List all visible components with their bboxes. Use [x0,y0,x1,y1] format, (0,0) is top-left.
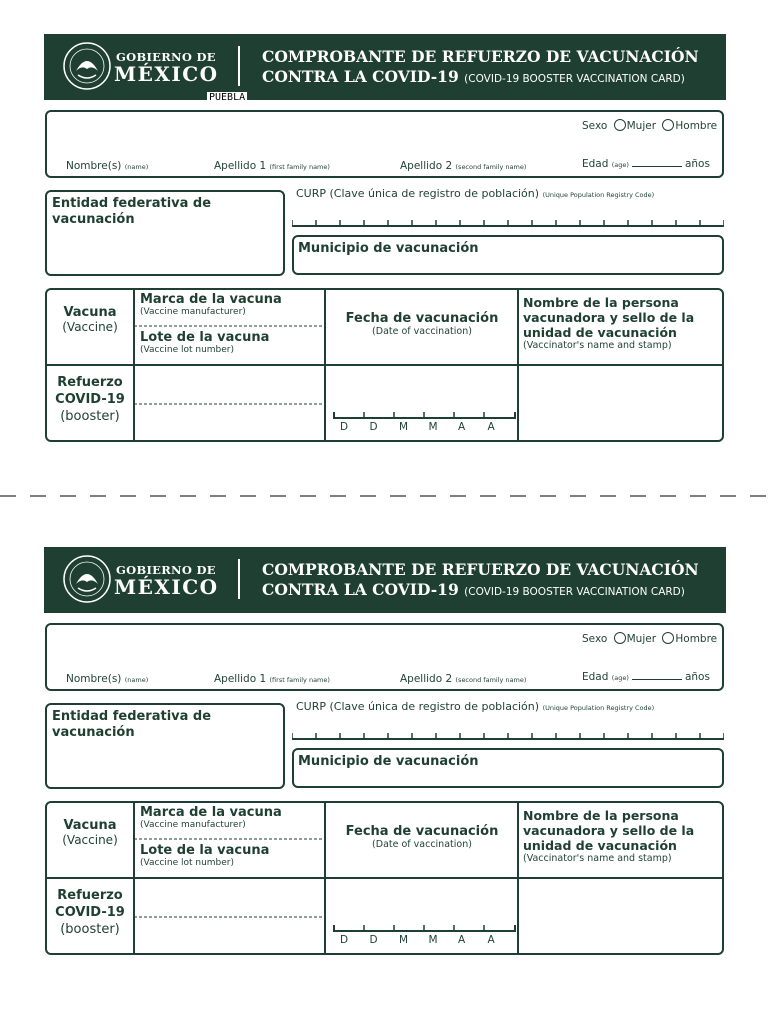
age-field: Edad (age) años [582,671,710,683]
refuerzo-label: Refuerzo COVID-19 (booster) [55,888,125,937]
sex-field: Sexo Mujer Hombre [582,633,718,645]
card-title-en: (COVID-19 BOOSTER VACCINATION CARD) [464,73,685,85]
mexico-seal-icon [62,41,112,91]
gobierno-label: GOBIERNO DE [116,563,216,577]
entidad-label: Entidad federativa de vacunación [52,709,212,740]
apellido2-label: Apellido 2 (second family name) [400,160,527,172]
apellido2-label: Apellido 2 (second family name) [400,673,527,685]
sex-field: Sexo Mujer Hombre [582,120,718,132]
curp-label: CURP (Clave única de registro de población) (Unique Population Registry Code) [296,187,655,200]
state-stamp: PUEBLA [209,92,246,103]
curp-input-line[interactable] [292,729,724,741]
mujer-radio[interactable] [614,632,626,644]
name-label: Nombre(s) (name) [66,160,149,172]
lote-label: Lote de la vacuna (Vaccine lot number) [140,330,270,355]
fecha-header: Fecha de vacunación (Date of vaccination) [345,311,499,337]
marca-label: Marca de la vacuna (Vaccine manufacturer) [140,805,282,830]
card-title-line2: CONTRA LA COVID-19 (COVID-19 BOOSTER VACCINATION CARD) [262,580,685,599]
hombre-radio[interactable] [662,632,674,644]
date-format-letters: D D M M A A [340,934,495,946]
entidad-label: Entidad federativa de vacunación [52,196,212,227]
refuerzo-label: Refuerzo COVID-19 (booster) [55,375,125,424]
vaccination-card-2 [0,513,768,973]
hombre-radio[interactable] [662,119,674,131]
apellido1-label: Apellido 1 (first family name) [214,673,330,685]
card-title-line2: CONTRA LA COVID-19 (COVID-19 BOOSTER VACCINATION CARD) [262,67,685,86]
vaccination-card-1 [0,0,768,460]
lote-label: Lote de la vacuna (Vaccine lot number) [140,843,270,868]
name-label: Nombre(s) (name) [66,673,149,685]
curp-label: CURP (Clave única de registro de población) (Unique Population Registry Code) [296,700,655,713]
header-divider [238,46,240,86]
vacunador-header: Nombre de la persona vacunadora y sello de la unidad de vacunación (Vaccinator's name and stamp) [523,808,695,864]
card-title-line1: COMPROBANTE DE REFUERZO DE VACUNACIÓN [262,560,699,579]
curp-input-line[interactable] [292,216,724,228]
vacuna-header: Vacuna (Vaccine) [62,818,118,847]
fecha-header: Fecha de vacunación (Date of vaccination) [345,824,499,850]
header-divider [238,559,240,599]
mexico-seal-icon [62,554,112,604]
mexico-label: MÉXICO [114,62,219,86]
marca-label: Marca de la vacuna (Vaccine manufacturer) [140,292,282,317]
municipio-label: Municipio de vacunación [298,754,479,769]
age-field: Edad (age) años [582,158,710,170]
gobierno-label: GOBIERNO DE [116,50,216,64]
mexico-label: MÉXICO [114,575,219,599]
card-title-en: (COVID-19 BOOSTER VACCINATION CARD) [464,586,685,598]
municipio-label: Municipio de vacunación [298,241,479,256]
apellido1-label: Apellido 1 (first family name) [214,160,330,172]
card-title-line1: COMPROBANTE DE REFUERZO DE VACUNACIÓN [262,47,699,66]
vacunador-header: Nombre de la persona vacunadora y sello de la unidad de vacunación (Vaccinator's name and stamp) [523,295,695,351]
cut-line [0,495,768,497]
vacuna-header: Vacuna (Vaccine) [62,305,118,334]
date-format-letters: D D M M A A [340,421,495,433]
mujer-radio[interactable] [614,119,626,131]
